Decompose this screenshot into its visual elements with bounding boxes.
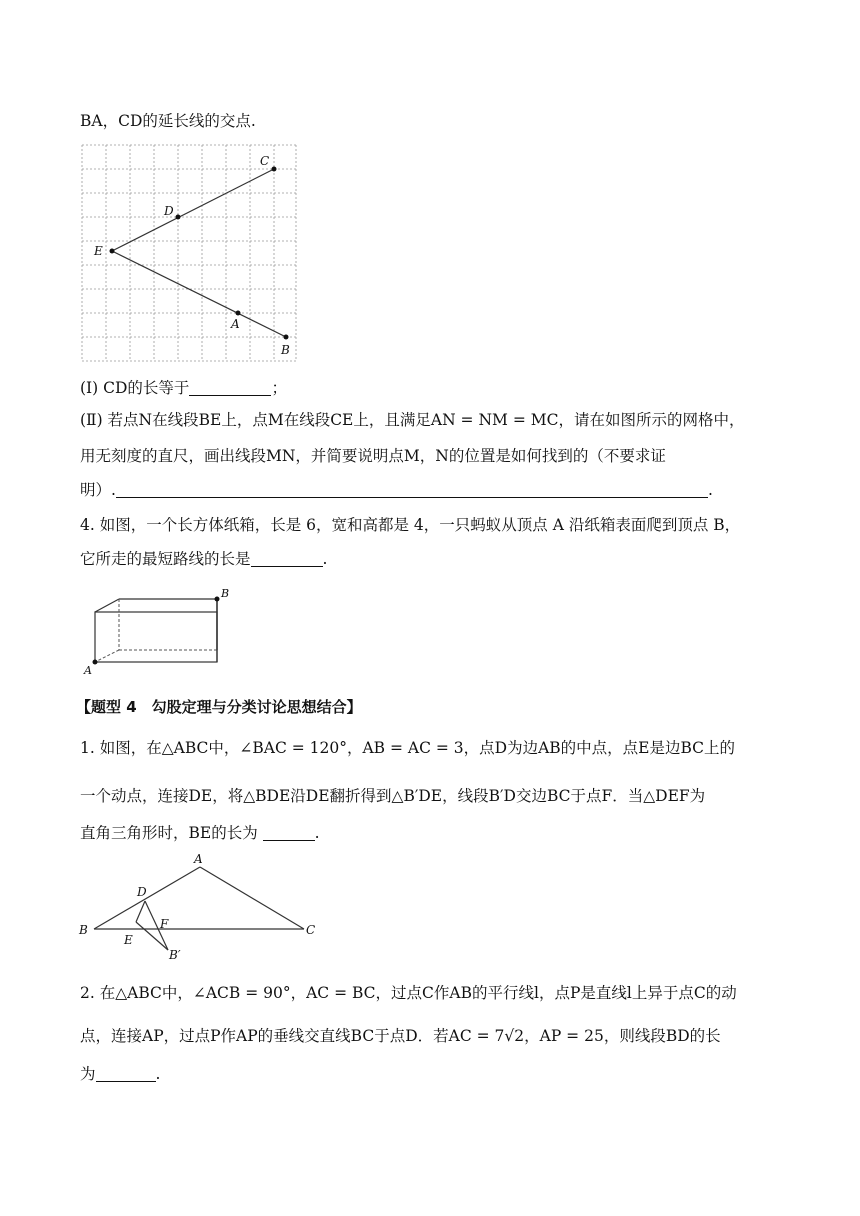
point-b (284, 335, 289, 340)
q4-line2: 它所走的最短路线的长是 . (80, 550, 328, 568)
point-c (272, 167, 277, 172)
label-b: B (79, 923, 88, 937)
label-b-prime: B′ (169, 948, 181, 962)
p1-line1: 1. 如图，在△ABC中，∠BAC = 120°，AB = AC = 3，点D为边AB的中点，点E是边BC上的 (80, 739, 736, 757)
q3-part1: (Ⅰ) CD的长等于 ； (80, 379, 287, 397)
triangle-figure (76, 850, 336, 970)
grid-figure (80, 143, 300, 368)
point-a (236, 311, 241, 316)
box-figure (76, 584, 236, 684)
label-a: A (84, 664, 92, 677)
q3-part2-line1: (Ⅱ) 若点N在线段BE上，点M在线段CE上，且满足AN = NM = MC，请在如图所示的网格中， (80, 411, 745, 429)
q4-line1: 4. 如图，一个长方体纸箱，长是 6，宽和高都是 4，一只蚂蚁从顶点 A 沿纸箱表面爬到顶点 B， (80, 516, 741, 534)
label-a: A (231, 317, 240, 331)
p1-line3: 直角三角形时，BE的长为 . (80, 824, 320, 842)
p1-line2: 一个动点，连接DE，将△BDE沿DE翻折得到△B′DE，线段B′D交边BC于点F．当△DEF为 (80, 787, 706, 805)
label-e: E (94, 244, 103, 258)
label-b: B (281, 343, 290, 357)
label-c: C (306, 923, 316, 937)
p2-line2: 点，连接AP，过点P作AP的垂线交直线BC于点D．若AC = 7√2，AP = 25，则线段BD的长 (80, 1027, 721, 1045)
section-title: 【题型 4 勾股定理与分类讨论思想结合】 (76, 698, 362, 716)
label-f: F (160, 917, 169, 931)
label-b: B (221, 587, 230, 600)
p2-line1: 2. 在△ABC中，∠ACB = 90°，AC = BC，过点C作AB的平行线l，点P是直线l上异于点C的动 (80, 984, 737, 1002)
point-b (215, 597, 220, 602)
p2-line3: 为 . (80, 1065, 161, 1083)
point-d (176, 215, 181, 220)
point-e (110, 249, 115, 254)
q3-intro: BA，CD的延长线的交点. (80, 112, 256, 130)
label-c: C (260, 154, 270, 168)
label-d: D (164, 204, 174, 218)
point-a (93, 660, 98, 665)
label-d: D (137, 885, 147, 899)
label-e: E (124, 933, 133, 947)
q3-part2-line3: 明）. . (80, 481, 713, 499)
label-a: A (194, 852, 203, 866)
q3-part2-line2: 用无刻度的直尺，画出线段MN，并简要说明点M，N的位置是如何找到的（不要求证 (80, 447, 666, 465)
segment-eb (112, 251, 286, 337)
